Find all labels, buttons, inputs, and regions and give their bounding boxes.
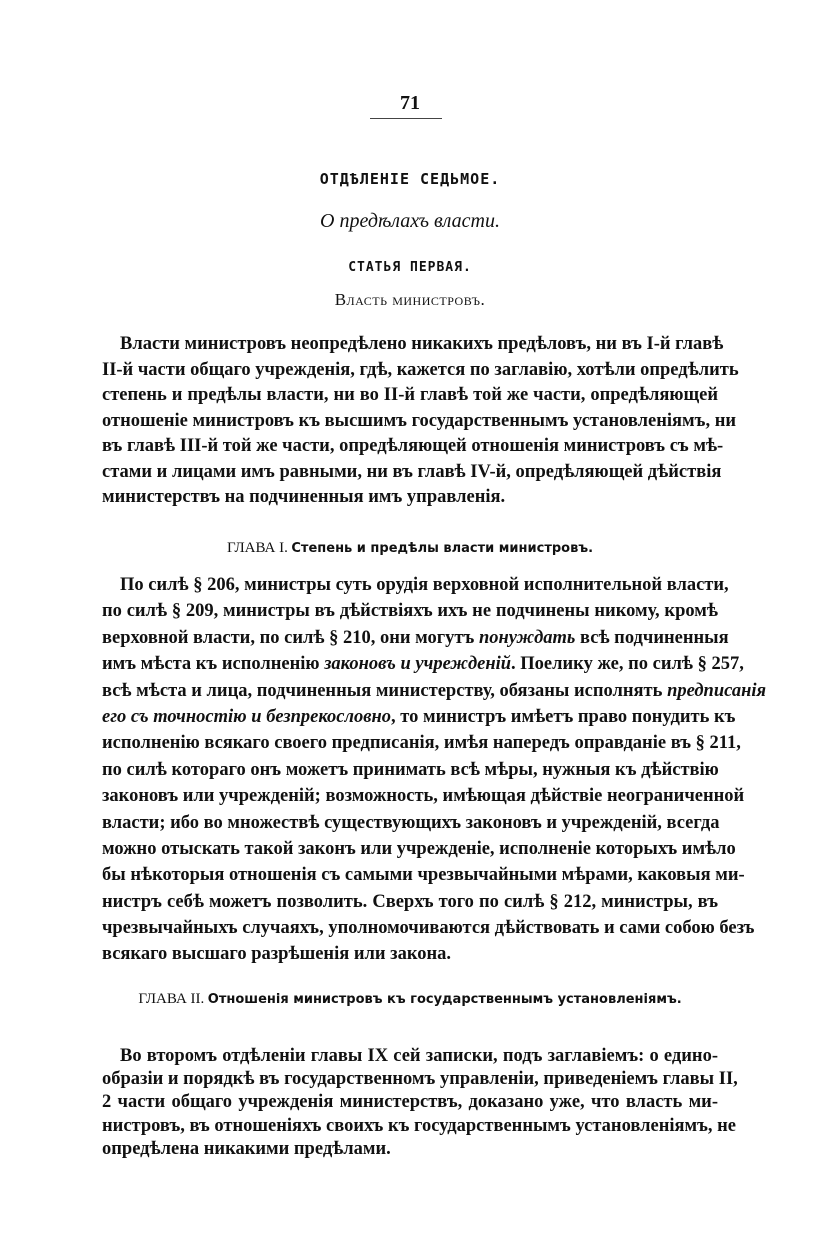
section-heading: ОТДѢЛЕНІЕ СЕДЬМОЕ. (319, 170, 501, 188)
italic-text: его съ точностію и безпрекословно (102, 706, 392, 727)
text-segment: чрезвычайныхъ случаяхъ, уполномочиваются дѣйствовать и сами собою безъ (102, 918, 755, 939)
text-segment: опредѣлена никакими предѣлами. (102, 1138, 391, 1159)
text-segment: законовъ или учрежденій; возможность, имѣющая дѣйствіе неограниченной (102, 786, 745, 807)
text-line (102, 889, 718, 915)
text-line (102, 625, 729, 651)
text-segment: отношеніе министровъ къ высшимъ государственнымъ установленіямъ, ни (102, 410, 737, 431)
text-line (102, 836, 736, 862)
paragraph-2 (102, 572, 767, 968)
italic-text: предписанія (667, 680, 767, 701)
text-segment: . Поелику же, по силѣ § 257, (511, 654, 744, 675)
text-segment: исполненію всякаго своего предписанія, имѣя напередъ оправданіе въ § 211, (102, 733, 741, 754)
text-segment: всѣ подчиненныя (575, 627, 729, 648)
chapter-number: ГЛАВА II. (138, 991, 205, 1007)
text-segment: всѣ мѣста и лица, подчиненныя министерству, обязаны исполнять (102, 680, 668, 701)
text-line (102, 1138, 718, 1161)
text-segment: всякаго высшаго разрѣшенія или закона. (102, 944, 452, 965)
text-segment: Во второмъ отдѣленіи главы IX сей записки, подъ заглавіемъ: о едино- (120, 1046, 718, 1066)
text-segment: Власти министровъ неопредѣлено никакихъ предѣловъ, ни въ I-й главѣ (120, 334, 724, 354)
text-line (102, 434, 724, 460)
text-line (102, 358, 739, 384)
paragraph-1 (102, 332, 739, 511)
text-line (102, 383, 718, 409)
text-line (102, 783, 745, 809)
chapter-title: Отношенія министровъ къ государственнымъ установленіямъ. (207, 992, 682, 1007)
text-line (102, 1091, 718, 1114)
text-line (102, 1068, 738, 1091)
text-line (102, 704, 736, 730)
text-segment: можно отыскать такой законъ или учрежденіе, исполненіе которыхъ имѣло (102, 838, 736, 859)
text-segment: верховной власти, по силѣ § 210, они могутъ (102, 627, 479, 648)
text-segment: II-й части общаго учрежденія, гдѣ, кажется по заглавію, хотѣли опредѣлить (102, 359, 739, 380)
chapter-number: ГЛАВА I. (226, 540, 288, 556)
text-segment: нистровъ, въ отношеніяхъ своихъ къ государственнымъ установленіямъ, не (102, 1115, 737, 1136)
text-segment: стами и лицами имъ равными, ни въ главѣ IV-й, опредѣляющей дѣйствія (102, 461, 722, 482)
text-line (102, 915, 755, 941)
text-line (102, 757, 718, 783)
italic-text: понуждать (478, 627, 576, 648)
text-line (102, 862, 745, 888)
italic-text: законовъ и учрежденій (324, 654, 512, 675)
text-line (102, 485, 718, 511)
text-line (102, 409, 737, 435)
text-segment: министерствъ на подчиненныя имъ управленія. (102, 487, 506, 507)
text-segment: въ главѣ III-й той же части, опредѣляющей отношенія министровъ съ мѣ- (102, 436, 724, 456)
text-segment: степень и предѣлы власти, ни во II-й главѣ той же части, опредѣляющей (102, 385, 718, 405)
article-title: Власть министровъ. (334, 290, 486, 309)
text-segment: по силѣ § 209, министры въ дѣйствіяхъ ихъ не подчинены никому, кромѣ (102, 601, 718, 622)
text-segment: , то министръ имѣетъ право понудить къ (391, 706, 736, 727)
chapter-heading-1 (0, 540, 820, 557)
text-line (102, 651, 744, 677)
section-subtitle: О предѣлахъ власти. (320, 210, 500, 232)
text-segment: нистръ себѣ можетъ позволить. Сверхъ того по силѣ § 212, министры, въ (102, 891, 718, 912)
text-segment: имъ мѣста къ исполненію (102, 654, 325, 675)
text-segment: власти; ибо во множествѣ существующихъ законовъ и учрежденій, всегда (102, 812, 720, 833)
text-line (102, 332, 724, 358)
text-segment: по силѣ котораго онъ можетъ принимать всѣ мѣры, нужныя къ дѣйствію (102, 759, 719, 780)
text-line (102, 810, 718, 836)
article-heading: СТАТЬЯ ПЕРВАЯ. (348, 260, 472, 275)
text-line (102, 941, 718, 967)
text-line (102, 460, 722, 486)
paragraph-3 (102, 1045, 738, 1161)
text-segment: По силѣ § 206, министры суть орудія верховной исполнительной власти, (120, 575, 729, 595)
text-segment: бы нѣкоторыя отношенія съ самыми чрезвычайными мѣрами, каковыя ми- (102, 865, 745, 886)
text-line (102, 598, 718, 624)
text-segment: образіи и порядкѣ въ государственномъ управленіи, приведеніемъ главы II, (102, 1069, 738, 1090)
text-segment: 2 части общаго учрежденія министерствъ, доказано уже, что власть ми- (102, 1092, 718, 1113)
text-line (102, 1115, 737, 1138)
page-number: 71 (400, 92, 420, 114)
text-line (102, 730, 741, 756)
text-line (102, 572, 729, 598)
chapter-heading-2 (0, 991, 820, 1008)
chapter-title: Степень и предѣлы власти министровъ. (291, 541, 594, 556)
text-line (102, 678, 767, 704)
text-line (102, 1045, 718, 1068)
page-number-rule (370, 118, 442, 119)
